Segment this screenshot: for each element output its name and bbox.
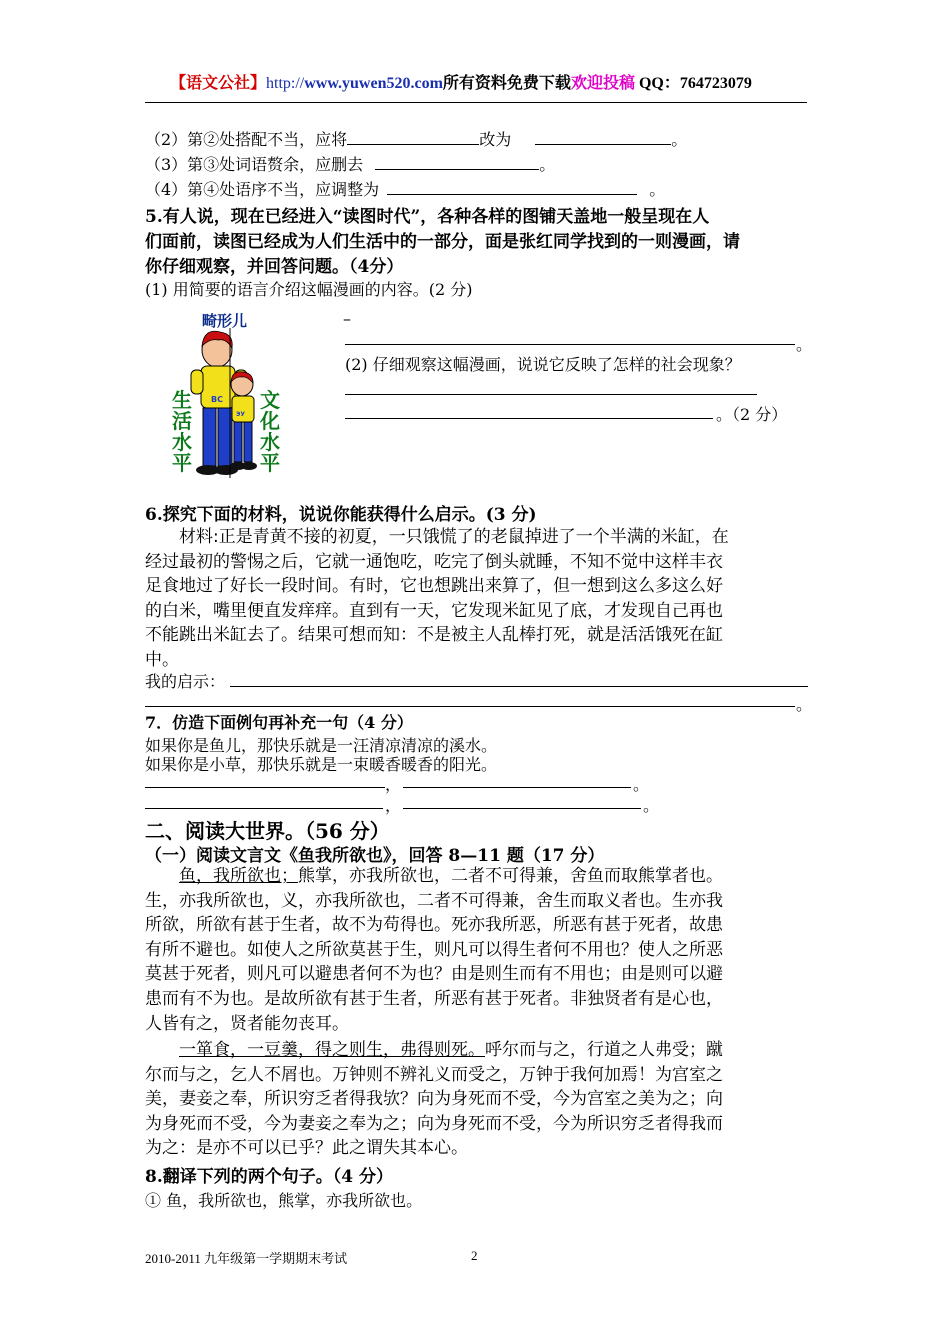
q6-material-line: 经过最初的警惕之后，它就一通饱吃，吃完了倒头就睡，不知不觉中这样丰衣: [145, 551, 723, 572]
q7-end-2: 。: [643, 796, 660, 815]
q7-title: 7．仿造下面例句再补充一句（4 分）: [145, 713, 413, 732]
passage-line: 所欲，所欲有甚于生者，故不为苟得也。死亦我所恶，所恶有甚于死者，故患: [145, 915, 723, 936]
q7-answer-blank-2a[interactable]: [145, 808, 383, 809]
q4-item-2-blank-1[interactable]: [347, 129, 479, 145]
passage-line: 人皆有之，贤者能勿丧耳。: [145, 1013, 349, 1034]
passage-line: 生，亦我所欲也，义，亦我所欲也，二者不可得兼，舍生而取义者也。生亦我: [145, 890, 723, 911]
q6-answer-label: 我的启示：: [145, 672, 226, 691]
q6-material-line: 材料:正是青黄不接的初夏，一只饿慌了的老鼠掉进了一个半满的米缸，在: [179, 527, 729, 547]
q5-title-line-2: 们面前，读图已经成为人们生活中的一部分，面是张红同学找到的一则漫画，请: [145, 232, 740, 252]
q7-comma-1: ，: [385, 775, 402, 794]
q7-comma-2: ，: [385, 796, 402, 815]
q5-title-line-3: 你仔细观察，并回答问题。（4分）: [145, 257, 404, 277]
header-qq: QQ：764723079: [638, 75, 752, 92]
q4-item-3-end: 。: [539, 155, 556, 174]
page-header: [170, 70, 752, 93]
q7-answer-blank-1a[interactable]: [145, 787, 385, 788]
cartoon-title: 畸形儿: [202, 312, 248, 330]
q4-item-2-text: （2）第②处搭配不当，应将: [145, 130, 348, 149]
passage-p2-underlined: 一箪食，一豆羹，得之则生，弗得则死。: [179, 1040, 485, 1060]
q5-sub-1-answer-line[interactable]: [345, 344, 795, 345]
q5-sub-2-answer-line-2[interactable]: [345, 418, 713, 419]
q5-sub-1: (1) 用简要的语言介绍这幅漫画的内容。(2 分): [145, 280, 473, 299]
q4-item-4-end: 。: [649, 180, 666, 199]
header-free-download: 所有资料免费下载: [442, 75, 571, 92]
q6-material: [145, 525, 809, 673]
q6-material-line: 不能跳出米缸去了。结果可想而知：不是被主人乱棒打死，就是活活饿死在缸: [145, 625, 723, 646]
section-2-title: 二、阅读大世界。（56 分）: [145, 819, 390, 843]
passage-line: 患而有不为也。是故所欲有甚于生者，所恶有甚于死者。非独贤者有是心也，: [145, 988, 723, 1009]
q4-item-3: [145, 152, 555, 175]
q4-item-3-blank[interactable]: [375, 154, 539, 170]
q6-material-line: 中。: [145, 649, 179, 670]
passage-paragraph-1: [145, 864, 809, 1036]
q4-item-3-text: （3）第③处词语赘余，应删去: [145, 155, 364, 174]
passage-line: 美，妻妾之奉，所识穷乏者得我欤？向为身死而不受，今为宫室之美为之；向: [145, 1089, 723, 1110]
passage-line: 为之：是亦不可以已乎？此之谓失其本心。: [145, 1138, 468, 1159]
q5-dash: –: [343, 309, 351, 328]
q6-answer-line-1[interactable]: [230, 686, 808, 687]
passage-p2-first: 呼尔而与之，行道之人弗受；蹴: [485, 1040, 723, 1060]
section-2-subtitle: （一）阅读文言文《鱼我所欲也》，回答 8—11 题（17 分）: [145, 846, 605, 866]
q7-end-1: 。: [633, 775, 650, 794]
cartoon-label-culture-level: 文化水平: [260, 388, 280, 475]
header-brand: 【语文公社】: [170, 75, 267, 92]
q6-material-line: 足食地过了好长一段时间。有时，它也想跳出来算了，但一想到这么多这么好: [145, 576, 723, 597]
q4-item-2: [145, 127, 687, 150]
passage-p1-underlined: 鱼，我所欲也；: [179, 866, 298, 886]
q8-title: 8.翻译下列的两个句子。（4 分）: [145, 1167, 393, 1187]
q5-title-line-1: 5.有人说，现在已经进入“读图时代”，各种各样的图铺天盖地一般呈现在人: [145, 207, 710, 227]
passage-p1-first: 熊掌，亦我所欲也，二者不可得兼，舍鱼而取熊掌者也。: [298, 866, 723, 886]
passage-line: 为身死而不受，今为妻妾之奉为之；向为身死而不受，今为所识穷乏者得我而: [145, 1113, 723, 1134]
q4-item-4: [145, 177, 665, 200]
q7-example-1: 如果你是鱼儿，那快乐就是一汪清凉清凉的溪水。: [145, 736, 498, 755]
passage-line: 尔而与之，乞人不屑也。万钟则不辨礼义而受之，万钟于我何加焉！为宫室之: [145, 1064, 723, 1085]
footer-exam-title: 2010-2011 九年级第一学期期末考试: [145, 1251, 348, 1266]
footer-page-number: 2: [471, 1248, 478, 1263]
q7-answer-blank-1b[interactable]: [403, 787, 631, 788]
header-url-domain[interactable]: www.yuwen520.com: [304, 75, 443, 92]
cartoon-image: [160, 308, 300, 488]
q5-sub-2-answer-line-1[interactable]: [345, 394, 757, 395]
header-url-prefix: http://: [266, 75, 305, 92]
passage-line: 有所不避也。如使人之所欲莫甚于生，则凡可以得生者何不用也？使人之所恶: [145, 939, 723, 960]
q5-sub-2: (2) 仔细观察这幅漫画，说说它反映了怎样的社会现象？: [345, 355, 741, 374]
q7-example-2: 如果你是小草，那快乐就是一束暖香暖香的阳光。: [145, 755, 498, 774]
header-welcome: 欢迎投稿: [570, 75, 635, 92]
q5-sub-1-end: 。: [796, 335, 813, 354]
cartoon-label-living-standard: 生活水平: [172, 388, 192, 475]
q8-item-1: ① 鱼，我所欲也，熊掌，亦我所欲也。: [145, 1191, 423, 1210]
q4-item-2-text-b: 改为: [479, 130, 512, 149]
q4-item-4-blank[interactable]: [387, 179, 637, 195]
q5-sub-2-end: 。（2 分）: [716, 405, 788, 424]
passage-paragraph-2: [145, 1038, 809, 1161]
q7-answer-blank-2b[interactable]: [403, 808, 641, 809]
svg-text:ЭУ: ЭУ: [236, 411, 246, 418]
q4-item-2-blank-2[interactable]: [535, 129, 671, 145]
header-rule: [145, 102, 807, 103]
q4-item-4-text: （4）第④处语序不当，应调整为: [145, 180, 380, 199]
svg-text:BC: BC: [211, 395, 223, 404]
q6-title: 6.探究下面的材料，说说你能获得什么启示。(3 分): [145, 505, 537, 525]
q6-material-line: 的白米，嘴里便直发痒痒。直到有一天，它发现米缸见了底，才发现自己再也: [145, 600, 723, 621]
q6-answer-end: 。: [796, 695, 813, 714]
q6-answer-line-2[interactable]: [145, 706, 795, 707]
passage-line: 莫甚于死者，则凡可以避患者何不为也？由是则生而有不用也；由是则可以避: [145, 964, 723, 985]
q4-item-2-end: 。: [671, 130, 688, 149]
